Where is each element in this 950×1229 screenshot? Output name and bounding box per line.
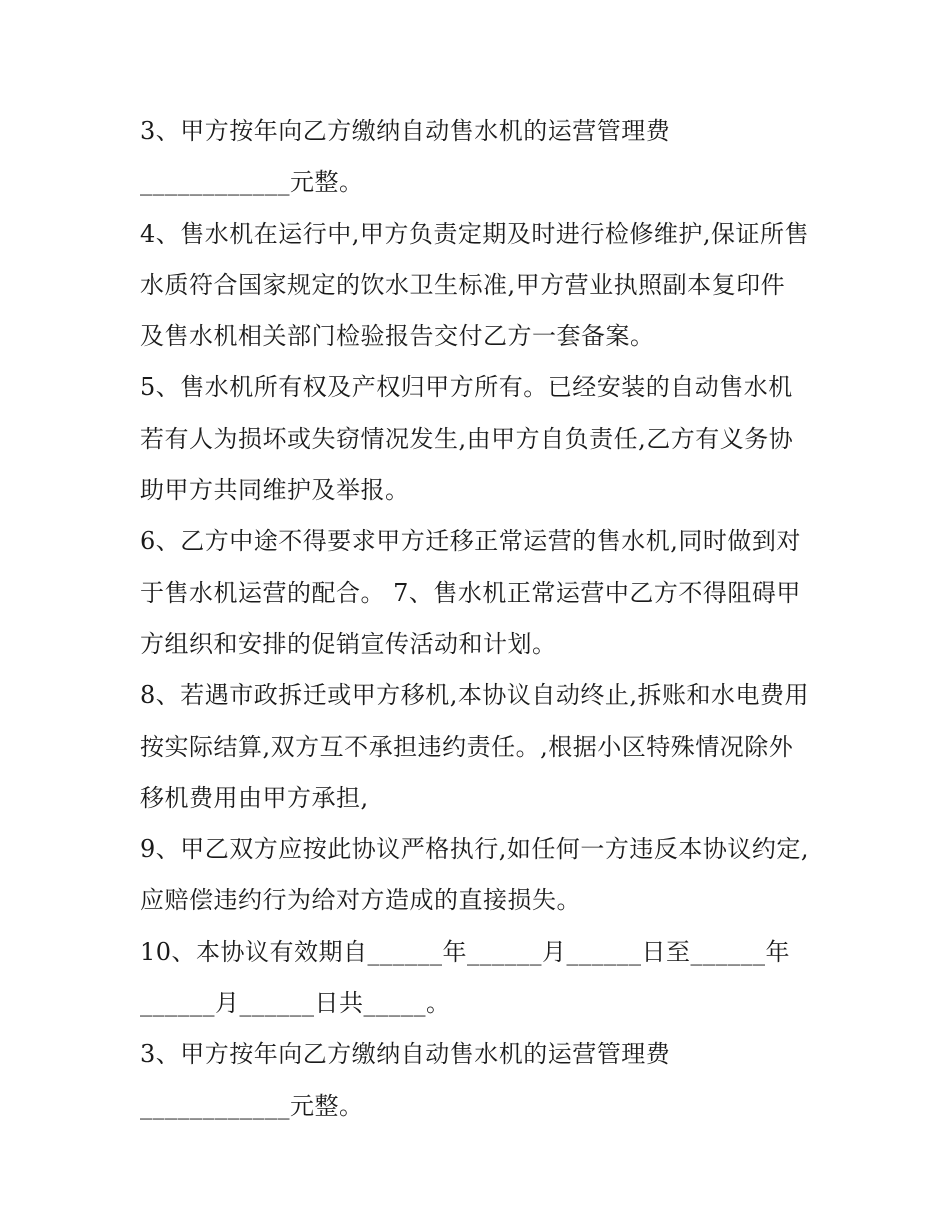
text-line: ____________元整。 (140, 1091, 364, 1120)
text-line: 10、本协议有效期自______年______月______日至______年 (140, 937, 791, 966)
text-line: 移机费用由甲方承担, (140, 783, 369, 812)
text-line: ____________元整。 (140, 168, 364, 197)
text-line: 及售水机相关部门检验报告交付乙方一套备案。 (140, 322, 655, 351)
text-line: 9、甲乙双方应按此协议严格执行,如任何一方违反本协议约定, (140, 835, 810, 864)
text-line: 4、售水机在运行中,甲方负责定期及时进行检修维护,保证所售 (140, 219, 810, 248)
text-line: 助甲方共同维护及举报。 (140, 476, 410, 505)
text-line: 8、若遇市政拆迁或甲方移机,本协议自动终止,拆账和水电费用 (140, 681, 810, 710)
text-line: 6、乙方中途不得要求甲方迁移正常运营的售水机,同时做到对 (140, 527, 801, 556)
text-line: 按实际结算,双方互不承担违约责任。,根据小区特殊情况除外 (140, 732, 794, 761)
text-line: 3、甲方按年向乙方缴纳自动售水机的运营管理费 (140, 117, 671, 145)
text-line: 应赔偿违约行为给对方造成的直接损失。 (140, 886, 581, 915)
text-line: 于售水机运营的配合。 7、售水机正常运营中乙方不得阻碍甲 (140, 578, 801, 607)
text-line: 方组织和安排的促销宣传活动和计划。 (140, 629, 557, 658)
text-line: 水质符合国家规定的饮水卫生标准,甲方营业执照副本复印件 (140, 270, 786, 299)
text-line: 若有人为损坏或失窃情况发生,由甲方自负责任,乙方有义务协 (140, 424, 794, 453)
text-line: 3、甲方按年向乙方缴纳自动售水机的运营管理费 (140, 1040, 671, 1069)
agreement-text (140, 106, 820, 1132)
text-line: ______月______日共_____。 (140, 989, 451, 1018)
text-line: 5、售水机所有权及产权归甲方所有。已经安装的自动售水机 (140, 373, 793, 402)
